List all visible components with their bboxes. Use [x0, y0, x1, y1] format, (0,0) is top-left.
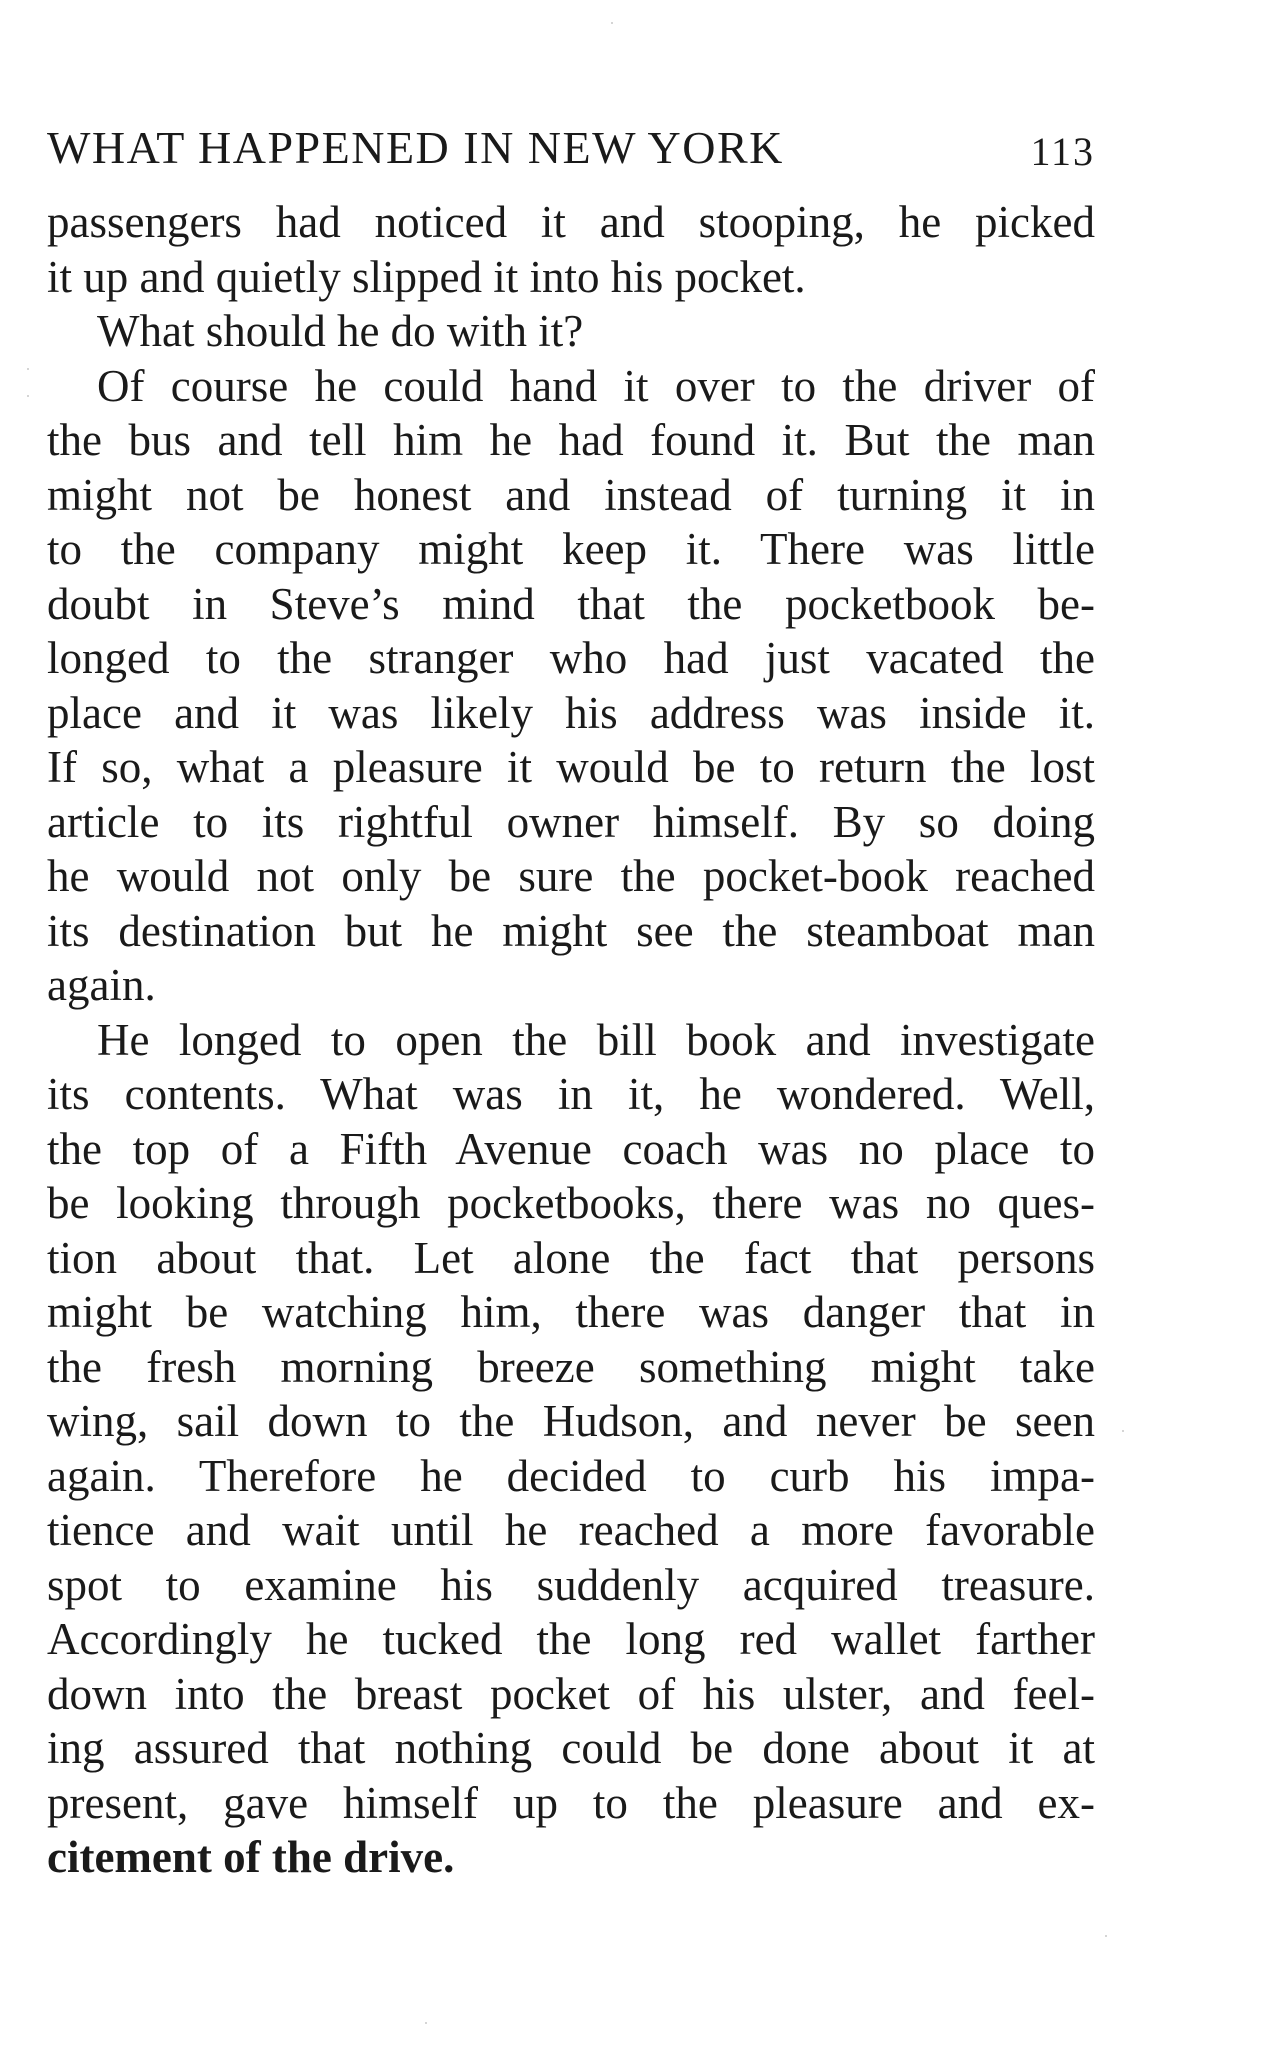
paper-speck [611, 22, 613, 24]
text-line: If so, what a pleasure it would be to return the lost [47, 742, 1095, 792]
text-line: might be watching him, there was danger that in [47, 1287, 1095, 1337]
paper-speck [425, 2022, 427, 2024]
text-line: tion about that. Let alone the fact that persons [47, 1232, 1095, 1283]
text-line: to the company might keep it. There was little [47, 524, 1095, 574]
text-line: spot to examine his suddenly acquired treasure. [47, 1559, 1095, 1610]
text-line: citement of the drive. [47, 1832, 455, 1882]
text-line: longed to the stranger who had just vacated the [47, 633, 1095, 683]
text-line: present, gave himself up to the pleasure and ex- [47, 1777, 1095, 1828]
running-head [47, 118, 1095, 178]
text-line: again. [47, 960, 156, 1010]
page-number: 113 [1030, 129, 1095, 174]
text-line: Accordingly he tucked the long red wallet farther [47, 1614, 1095, 1664]
text-line: article to its rightful owner himself. By so doing [47, 796, 1095, 847]
paper-speck [27, 368, 29, 370]
paper-speck [27, 395, 29, 397]
text-line: its contents. What was in it, he wondered. Well, [47, 1069, 1095, 1119]
text-line: Of course he could hand it over to the driver of [97, 360, 1095, 411]
text-line: wing, sail down to the Hudson, and never be seen [47, 1396, 1095, 1446]
text-line: it up and quietly slipped it into his pocket. [47, 251, 806, 302]
text-line: down into the breast pocket of his ulster, and feel- [47, 1668, 1095, 1719]
text-line: might not be honest and instead of turning it in [47, 469, 1095, 520]
text-line: doubt in Steve’s mind that the pocketbook be- [47, 578, 1095, 629]
body-text [47, 195, 1095, 1885]
text-line: again. Therefore he decided to curb his impa- [47, 1450, 1095, 1501]
text-line: he would not only be sure the pocket-book reached [47, 851, 1095, 901]
text-line: be looking through pocketbooks, there was no ques- [47, 1178, 1095, 1228]
text-line: its destination but he might see the steamboat man [47, 905, 1095, 956]
text-line: He longed to open the bill book and investigate [97, 1014, 1095, 1065]
text-line: passengers had noticed it and stooping, he picked [47, 197, 1095, 247]
text-line: tience and wait until he reached a more favorable [47, 1505, 1095, 1555]
text-line: What should he do with it? [97, 306, 584, 356]
text-line: the top of a Fifth Avenue coach was no place to [47, 1123, 1095, 1174]
paper-speck [1105, 1935, 1107, 1937]
text-line: the fresh morning breeze something might take [47, 1341, 1095, 1392]
text-line: ing assured that nothing could be done about it at [47, 1723, 1095, 1773]
text-line: place and it was likely his address was inside it. [47, 687, 1095, 738]
running-title: WHAT HAPPENED IN NEW YORK [47, 122, 784, 173]
text-line: the bus and tell him he had found it. But the man [47, 415, 1095, 465]
paper-speck [1122, 1430, 1124, 1432]
